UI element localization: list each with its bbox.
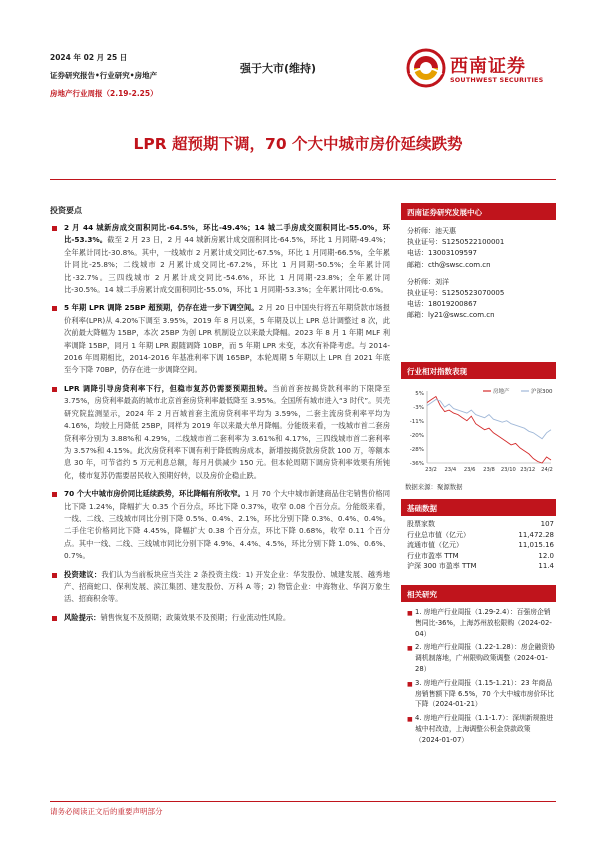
index-section: [401, 362, 556, 379]
paragraph-body: 我们认为当前板块应当关注 2 条投资主线：1) 开发企业：华发股份、城建发展、越秀地产、招商蛇口、保利发展、滨江集团、建发股份、万科 A 等；2) 物管企业：中海物业、华润万象生活、招商积余等。: [64, 569, 391, 604]
bullet-icon: [52, 306, 57, 311]
y-tick-label: -28%: [409, 447, 424, 453]
x-tick-label: 23/6: [463, 467, 476, 473]
bullet-icon: [52, 226, 57, 231]
stat-value: 12.0: [538, 551, 554, 560]
paragraph-body: 2 月 20 日中国央行将五年期贷款市场报价利率(LPR)从 4.20%下调至 3.95%，2019 年 8 月以来，5 年期及以上 LPR 总计调整过 8 次，此次前最大降幅为 15BP，本次 25BP 为创 LPR 机制设立以来最大降幅。2023 年 8 月 1 年期 MLF 利率调降 15BP，同月 1 年期 LPR 跟随调降 10BP，而 5 年期 LPR 未变，本次有补降考虑。与 2014-2016 年周期相比，2014-2016 年基准利率下调 165BP，本轮周期 5 年期以上 LPR 自 2021 年底至今下降 70BP，仍存在进一步调降空间。: [64, 303, 390, 375]
analyst-name: 分析师：池天惠: [407, 227, 456, 235]
footer-divider: [50, 801, 556, 802]
paragraph-body: 销售恢复不及预期；政策效果不及预期；行业流动性风险。: [100, 612, 291, 622]
bullet-icon: [52, 616, 57, 621]
x-tick-label: 23/4: [444, 467, 457, 473]
x-tick-label: 23/12: [520, 467, 536, 473]
x-tick-label: 23/8: [483, 467, 495, 473]
footer-disclaimer: 请务必阅读正文后的重要声明部分: [50, 807, 163, 816]
weekly-title: 房地产行业周报（2.19-2.25）: [50, 89, 158, 98]
paragraph-1: [50, 222, 390, 296]
stat-value: 11.4: [538, 562, 554, 571]
paragraph-lead: 70 个大中城市房价同比延续跌势，环比降幅有所收窄。: [64, 489, 245, 499]
paragraph-body: 当前首套按揭贷款利率的下限降至 3.75%，房贷利率最高的城市北京首套房贷利率最低降至 3.95%。全国所有城市进入“3 时代”。贝壳研究院监测显示，2024 年 2 月百城首套主流房贷利率平均为 3.59%，二套主流房贷利率平均为 4.16%，均较上月降低 25BP，同样为 2019 年以来最大单月降幅。分能级来看，一线城市首二套房贷利率分别为 3.88%和 4.29%，二线城市首二套利率为 3.61%和 4.17%，三四线城市首二套利率为 3.57%和 4.15%。此次房贷利率下调有利于降低购房成本，新增按揭贷款房贷款 100 万，等额本息 30 年，可节省约 5 万元利息总额，每月月供减少 150 元。但本轮周期下调房贷利率效果有所钝化，楼市复苏仍需要居民收入预期好转，以及房价企稳止跌。: [64, 383, 391, 480]
related-item[interactable]: [401, 607, 556, 639]
stat-label: 行业总市值（亿元）: [407, 530, 470, 539]
paragraph-3: [50, 383, 390, 482]
stat-label: 流通市值（亿元）: [407, 541, 463, 550]
y-tick-label: -11%: [409, 419, 424, 425]
stat-row: [401, 561, 556, 572]
paragraph-body: 截至 2 月 23 日，2 月 44 城新房累计成交面积同比-64.5%，环比 1 月同期-49.4%；全年累计同比-30.8%。其中，一线城市 2 月累计成交同比-67.5%，环比 1 月同期-66.5%，全年累计同比-25.8%；二线城市 2 月累计成交同比-67.2%，环比 1 月同期-50.5%；全年累计同比-32.7%。三四线城市 2 月累计成交同比-54.6%，环比 1 月同期-23.8%；全年累计同比-30.5%。14 城二手房累计成交面积同比-55.0%，环比 1 月同期-53.3%；全年累计同比-0.6%。: [64, 235, 391, 295]
stat-value: 11,472.28: [518, 530, 554, 539]
paragraph-lead: 投资建议：: [64, 569, 102, 579]
bullet-icon: ■: [407, 680, 413, 688]
legend-label: 沪深300: [531, 389, 553, 395]
y-tick-label: 5%: [415, 391, 424, 397]
stat-row: [401, 540, 556, 551]
analyst-phone: 电话：18019200867: [407, 300, 477, 309]
company-logo: [404, 46, 556, 92]
paragraph-lead: LPR 调降引导房贷利率下行，但稳市复苏仍需要预期扭转。: [64, 383, 273, 393]
bullet-icon: [52, 387, 57, 392]
paragraph-6: [50, 612, 390, 624]
report-date: 2024 年 02 月 25 日: [50, 53, 128, 62]
y-tick-label: -36%: [409, 461, 424, 467]
logo-text: 西南证券: [450, 56, 526, 77]
related-item[interactable]: [401, 642, 556, 674]
legend-label: 房地产: [493, 389, 510, 395]
logo-emblem-icon: [406, 48, 446, 88]
relative-index-chart: [401, 385, 556, 480]
stat-row: [401, 530, 556, 541]
research-center-panel: [401, 203, 556, 322]
basic-data-section: [401, 499, 556, 572]
related-item-text: 1. 房地产行业周报（1.29-2.4）：百强房企销售同比-36%，上海苏州放松限购（2024-02-04）: [415, 608, 552, 638]
analyst-phone: 电话：13003109597: [407, 249, 477, 258]
x-tick-label: 23/2: [425, 467, 437, 473]
x-tick-label: 23/10: [500, 467, 516, 473]
related-item-text: 4. 房地产行业周报（1.1-1.7）：深圳新规推进城中村改造，上海调整公积金贷款政策（2024-01-07）: [415, 714, 554, 744]
paragraph-5: [50, 569, 390, 606]
paragraph-lead: 风险提示：: [64, 612, 101, 622]
analyst-license: 执业证号：S1250522100001: [407, 238, 505, 247]
related-item[interactable]: [401, 713, 556, 745]
paragraph-4: [50, 488, 390, 562]
related-research-header: 相关研究: [401, 585, 556, 602]
analyst-license: 执业证号：S1250523070005: [407, 289, 505, 298]
paragraph-2: [50, 302, 390, 376]
x-tick-label: 24/2: [541, 467, 553, 473]
related-research-section: [401, 585, 556, 749]
related-item-text: 3. 房地产行业周报（1.15-1.21）：23 年商品房销售额下降 6.5%，70 个大中城市房价环比下降（2024-01-21）: [415, 678, 554, 709]
y-tick-label: -3%: [413, 405, 424, 411]
logo-subtext: SOUTHWEST SECURITIES: [450, 76, 544, 84]
page-title: LPR 超预期下调，70 个大中城市房价延续跌势: [133, 135, 463, 153]
analyst-email[interactable]: 邮箱：cth@swsc.com.cn: [407, 260, 491, 269]
research-center-header: 西南证券研究发展中心: [401, 203, 556, 220]
stat-label: 行业市盈率 TTM: [407, 551, 459, 560]
chart-source: 数据来源：聚源数据: [405, 483, 463, 491]
basic-data-header: 基础数据: [401, 499, 556, 516]
related-item-text: 2. 房地产行业周报（1.22-1.28）：房企融资协调机制落地，广州限购政策调整（2024-01-28）: [415, 643, 555, 673]
analyst-email[interactable]: 邮箱：ly21@swsc.com.cn: [407, 311, 495, 320]
rating: 强于大市(维持): [240, 62, 317, 75]
bullet-icon: ■: [407, 645, 413, 653]
analyst-name: 分析师：刘洋: [407, 277, 449, 286]
paragraph-lead: 5 年期 LPR 调降 25BP 超预期，仍存在进一步下调空间。: [64, 303, 259, 313]
section-label: 投资要点: [50, 206, 82, 215]
stat-label: 沪深 300 市盈率 TTM: [407, 562, 477, 571]
bullet-icon: [52, 573, 57, 578]
series-line-csi300: [427, 400, 551, 439]
relative-index-chart-svg: [401, 385, 556, 480]
paragraph-lead: 2 月 44 城新房成交面积同比-64.5%，环比-49.4%；14 城二手房成交面积同比-55.0%，环比-53.3%。: [64, 223, 390, 245]
report-type: 证券研究报告•行业研究•房地产: [50, 71, 158, 80]
bullet-icon: ■: [407, 716, 413, 724]
stat-row: [401, 519, 556, 530]
y-tick-label: -20%: [409, 433, 424, 439]
bullet-icon: ■: [407, 610, 413, 617]
header-divider: [50, 179, 556, 180]
related-item[interactable]: [401, 678, 556, 710]
stat-value: 11,015.16: [518, 541, 554, 550]
stat-value: 107: [540, 520, 554, 528]
stat-row: [401, 551, 556, 562]
investment-points: [50, 222, 390, 630]
index-section-header: 行业相对指数表现: [401, 362, 556, 379]
paragraph-body: 1 月 70 个大中城市新建商品住宅销售价格同比下降 1.24%，降幅扩大 0.35 个百分点，环比下降 0.37%，收窄 0.08 个百分点。分能级来看，一线、二线、三线城市同比分别下降 0.5%、0.4%、2.1%，环比分别下降 0.3%、0.4%、0.4%。二手住宅价格同比下降 4.45%，降幅扩大 0.38 个百分点，环比下降 0.68%，收窄 0.11 个百分点。其中一线、二线、三线城市同比分别下降 4.9%、4.4%、4.5%，环比分别下降 1.0%、0.6%、0.7%。: [64, 489, 390, 561]
stat-label: 股票家数: [407, 520, 435, 528]
bullet-icon: [52, 492, 57, 497]
